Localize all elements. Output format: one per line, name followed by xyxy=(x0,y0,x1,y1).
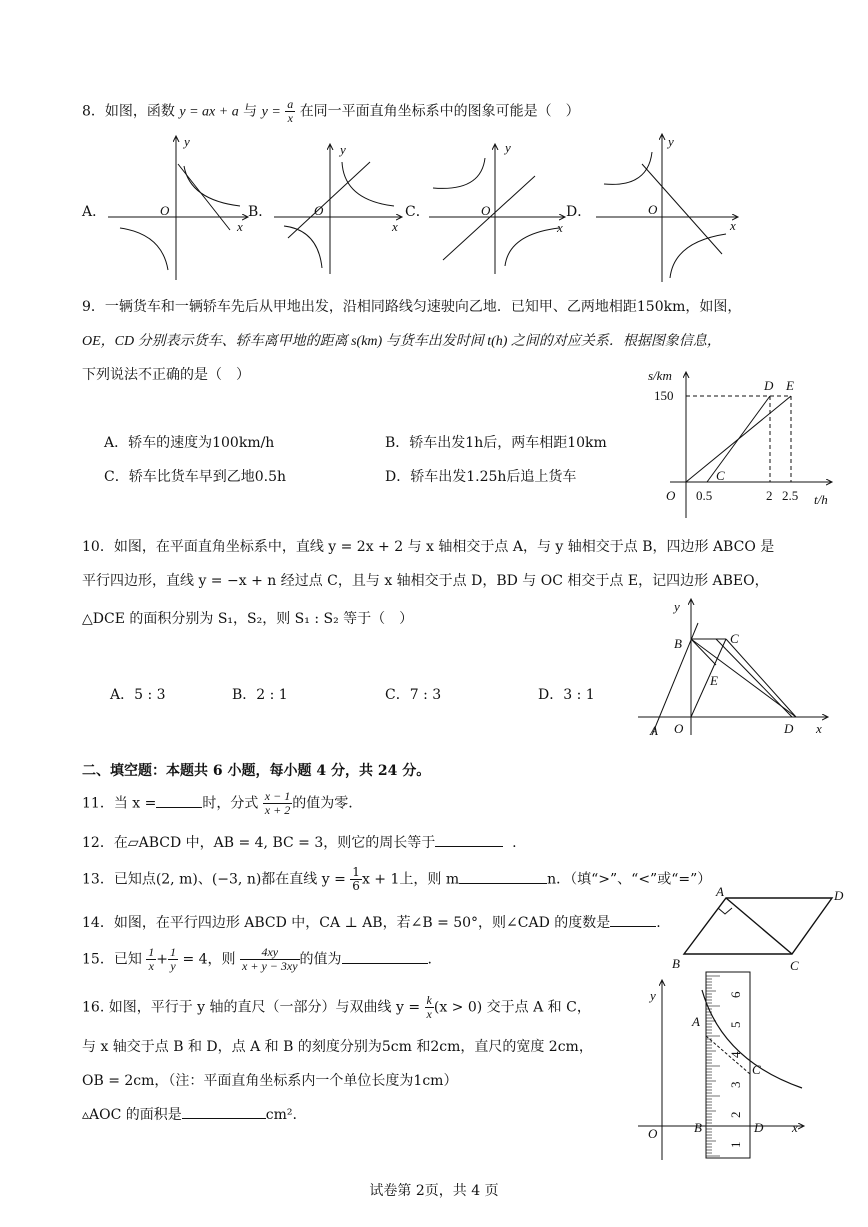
q15: 15．已知 $\frac{1}{x}$ + $\frac{1}{y}$ = 4，则 $\frac{4xy}{x + y - 3xy}$ 的值为 . xyxy=(82,945,432,973)
q9-graph xyxy=(640,368,840,523)
axis-x-label: x xyxy=(392,219,398,234)
section-title: 二、填空题：本题共 6 小题，每小题 4 分，共 24 分。 xyxy=(82,763,431,779)
point-b: B xyxy=(674,636,682,651)
q16-line4: ▵AOC 的面积是 cm². xyxy=(82,1104,297,1124)
fig-y-label: y xyxy=(650,988,656,1003)
ruler-label-1: 1 xyxy=(728,1141,743,1148)
q10-figure xyxy=(636,595,836,740)
axis-x-label: x xyxy=(237,219,243,234)
origin-label: O xyxy=(314,203,324,218)
point-o: O xyxy=(648,1126,658,1141)
axis-y-label: y xyxy=(184,134,190,149)
origin-label: O xyxy=(481,203,491,218)
q10-line2: 平行四边形，直线 y = −x + n 经过点 C，且与 x 轴相交于点 D，BD 与 OC 相交于点 E，记四边形 ABEO， xyxy=(82,573,769,589)
ruler-label-6: 6 xyxy=(728,991,743,998)
page-footer: 试卷第 2页，共 4 页 xyxy=(369,1183,499,1199)
ruler-label-3: 3 xyxy=(728,1081,743,1088)
q8-graph-d xyxy=(590,130,750,285)
q11: 11．当 x = 时，分式 $\frac{x - 1}{x + 2}$ 的值为零. xyxy=(82,789,353,817)
axis-x-label: x xyxy=(730,218,736,233)
q16-line1: 16. 如图，平行于 y 轴的直尺（一部分）与双曲线 y = $\frac{k}{x}$ (x > 0) 交于点 A 和 C， xyxy=(82,993,591,1021)
q10-option-a: A．5 : 3 xyxy=(110,687,166,703)
point-a: A xyxy=(692,1014,700,1029)
q14: 14．如图，在平行四边形 ABCD 中，CA ⊥ AB，若∠B = 50°，则∠CAD 的度数是 . xyxy=(82,912,661,932)
axis-y-label: y xyxy=(668,134,674,149)
point-e: E xyxy=(786,378,794,393)
q9-line3: 下列说法不正确的是（ ） xyxy=(82,367,250,383)
q9-line1: 9．一辆货车和一辆轿车先后从甲地出发，沿相同路线匀速驶向乙地．已知甲、乙两地相距150km，如图， xyxy=(82,299,742,315)
q12: 12．在▱ABCD 中，AB = 4, BC = 3，则它的周长等于 . xyxy=(82,832,517,852)
q14-figure xyxy=(668,886,850,974)
q13: 13．已知点(2, m)、(−3, n)都在直线 y = $\frac{1}{6}$ x + 1上，则 m n．（填“>”、“<”或“=”） xyxy=(82,865,712,893)
graph-ylabel: s/km xyxy=(648,368,672,383)
point-c: C xyxy=(730,631,739,646)
axis-y-label: y xyxy=(340,142,346,157)
q9-option-c: C．轿车比货车早到乙地0.5h xyxy=(104,469,286,485)
q10-option-b: B．2 : 1 xyxy=(232,687,288,703)
q9-option-b: B．轿车出发1h后，两车相距10km xyxy=(385,435,607,451)
q15-answer-blank[interactable] xyxy=(342,949,428,964)
q8-option-c-label: C． xyxy=(405,204,430,220)
q8-option-a-label: A． xyxy=(82,204,107,220)
ruler-label-5: 5 xyxy=(728,1021,743,1028)
origin-label: O xyxy=(648,202,658,217)
q9-option-a: A．轿车的速度为100km/h xyxy=(104,435,275,451)
q9-line2: OE，CD 分别表示货车、轿车离甲地的距离 s(km) 与货车出发时间 t(h) 之间的对应关系．根据图象信息， xyxy=(82,334,721,349)
q16-line3: OB = 2cm，（注：平面直角坐标系内一个单位长度为1cm） xyxy=(82,1073,458,1089)
q12-answer-blank[interactable] xyxy=(435,832,503,847)
q16-line2: 与 x 轴交于点 B 和 D，点 A 和 B 的刻度分别为5cm 和2cm，直尺的宽度 2cm， xyxy=(82,1039,593,1055)
q10-line3: △DCE 的面积分别为 S₁，S₂，则 S₁ : S₂ 等于（ ） xyxy=(82,611,414,627)
graph-tick-2: 2 xyxy=(766,488,773,503)
q8-option-b-label: B． xyxy=(248,204,273,220)
q13-answer-blank[interactable] xyxy=(459,869,547,884)
point-d: D xyxy=(754,1120,764,1135)
fig-x-label: x xyxy=(792,1120,798,1135)
q8-graph-b xyxy=(270,138,410,278)
point-e: E xyxy=(710,673,718,688)
point-c: C xyxy=(716,468,725,483)
ruler-label-4: 4 xyxy=(728,1051,743,1058)
q10-line1: 10．如图，在平面直角坐标系中，直线 y = 2x + 2 与 x 轴相交于点 A，与 y 轴相交于点 B，四边形 ABCO 是 xyxy=(82,539,775,555)
q10-option-c: C．7 : 3 xyxy=(385,687,442,703)
graph-tick-25: 2.5 xyxy=(782,488,799,503)
point-a: A xyxy=(716,884,724,899)
q10-option-d: D．3 : 1 xyxy=(538,687,595,703)
point-b: B xyxy=(672,956,680,971)
fig-y-label: y xyxy=(674,599,680,614)
q16-answer-blank[interactable] xyxy=(182,1104,266,1119)
axis-y-label: y xyxy=(505,140,511,155)
point-d: D xyxy=(834,888,844,903)
point-c: C xyxy=(790,958,799,973)
point-b: B xyxy=(694,1120,702,1135)
ruler-label-2: 2 xyxy=(728,1111,743,1118)
graph-tick-05: 0.5 xyxy=(696,488,713,503)
graph-tick-150: 150 xyxy=(654,388,674,403)
point-o: O xyxy=(674,721,684,736)
q11-answer-blank[interactable] xyxy=(156,793,202,808)
point-c: C xyxy=(752,1062,761,1077)
graph-xlabel: t/h xyxy=(814,492,828,507)
q16-figure xyxy=(632,970,812,1162)
q8-graph-c xyxy=(425,138,575,278)
point-d: D xyxy=(764,378,774,393)
q8-option-d-label: D． xyxy=(566,204,592,220)
origin-label: O xyxy=(160,203,170,218)
q8-graph-a xyxy=(100,130,260,285)
point-d: D xyxy=(784,721,794,736)
ruler-ticks xyxy=(706,976,720,1156)
q8-stem: 8．如图，函数 y = ax + a 与 y = $\frac{a}{x}$ 在同一平面直角坐标系中的图象可能是（ ） xyxy=(82,97,580,125)
q14-answer-blank[interactable] xyxy=(610,912,656,927)
q9-option-d: D．轿车出发1.25h后追上货车 xyxy=(385,469,577,485)
graph-origin: O xyxy=(666,488,676,503)
point-a: A xyxy=(650,723,658,738)
fig-x-label: x xyxy=(816,721,822,736)
axis-x-label: x xyxy=(557,220,563,235)
